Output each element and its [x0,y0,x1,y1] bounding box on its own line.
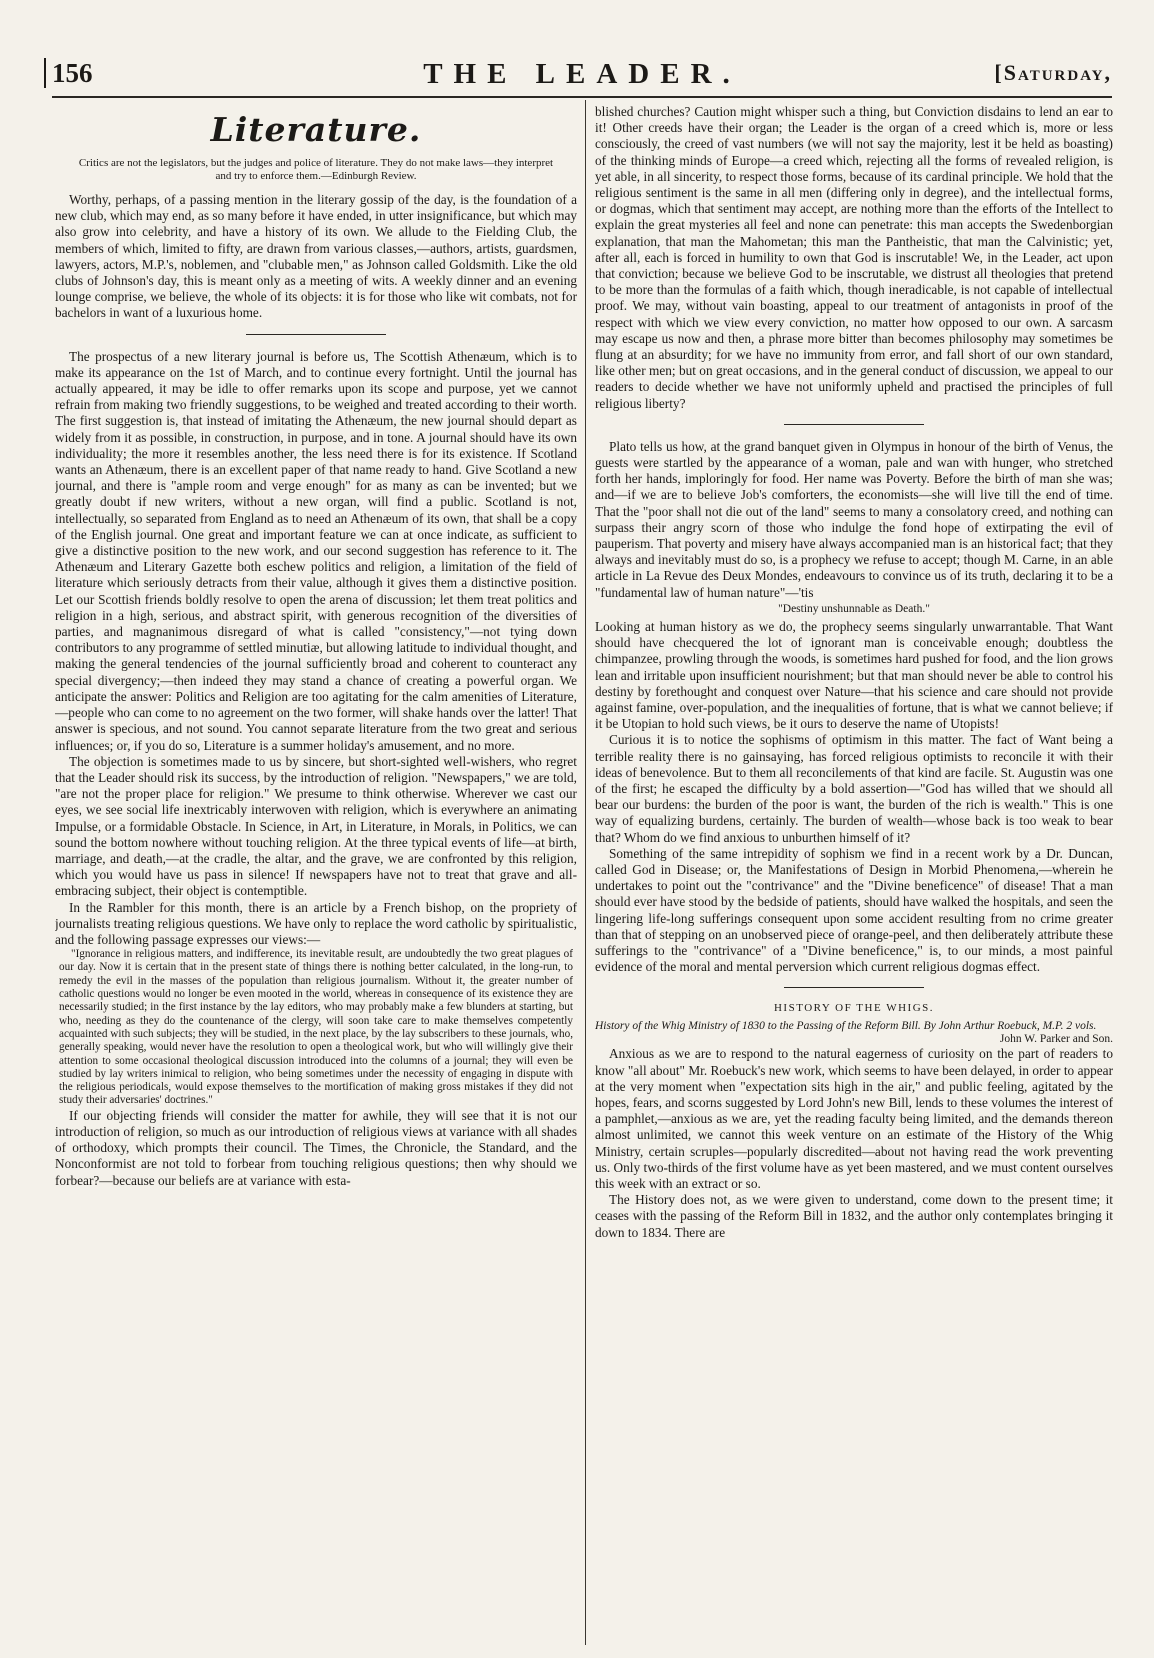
paragraph-history-scope: The History does not, as we were given to understand, come down to the present time; it ceases with the passing of the Reform Bill in 1832, and the author only contemplates bringing it down to 1834. There are [595,1192,1113,1240]
paragraph-god-in-disease: Something of the same intrepidity of sophism we find in a recent work by a Dr. Duncan, called God in Disease; or, the Manifestations of Design in Morbid Phenomena,—wherein he undertakes to point out the "contrivance" and the "Divine beneficence" of disease! That a man should ever have stood by the bedside of patients, should have walked the hospitals, and seen the lingering life-long sufferings consequent upon some accident resulting from no crime greater than that of stepping on an unobserved piece of orange-peel, and then deliberately attribute these sufferings to the "contrivance" of a "Divine beneficence," is, to our minds, a most painful evidence of the moral and mental perversion which current religious dogmas effect. [595,845,1113,975]
separator-rule [246,334,386,335]
review-heading: HISTORY OF THE WHIGS. [773,1002,935,1015]
section-title: Literature. [210,110,422,149]
book-title: History of the Whig Ministry of 1830 to the Passing of the Reform Bill. By John Arthur Roebuck, M.P. 2 vols. [595,1020,1097,1033]
paragraph-optimism: Curious it is to notice the sophisms of optimism in this matter. The fact of Want being a terrible reality there is no gainsaying, has forced religious optimists to reconcile it with their ideas of benevolence. But to them all reconcilements of that kind are facile. St. Augustin was one of the first; he escaped the difficulty by a bold assertion—"God has willed that we should all bear our burdens: the burden of the poor is want, the burden of the rich is wealth." This is one way of equalizing burdens, certainly. The burden of wealth—whose back is too weak to bear that? Whom do we find anxious to unburthen himself of it? [595,732,1113,845]
book-citation [595,1020,1113,1046]
paragraph-objecting-friends: If our objecting friends will consider the matter for awhile, they will see that it is not our introduction of religion, so much as our introduction of religious views at variance with all shades of orthodoxy, which prompts their council. The Times, the Chronicle, the Standard, and the Nonconformist are not told to forbear from touching religious questions; then why should we forbear?—because our beliefs are at variance with esta- [55,1107,577,1188]
book-publisher: John W. Parker and Son. [999,1033,1113,1046]
masthead [52,58,1112,90]
paragraph-established-churches: blished churches? Caution might whisper such a thing, but Conviction disdains to lend an ear to it! Other creeds have their organ; the Leader is the organ of a creed which is, more or less consciously, the creed of vast numbers (we will not say the majority, lest it be held as boasting) of the thinking minds of Europe—a creed which, rejecting all the forms of revealed religion, is yet able, in all sincerity, to respect those forms, because of its cardinal principle. We hold that the religious sentiment is the same in all men (differing only in degree), and the intellectual forms, or dogmas, which that sentiment may accept, are nothing more than the efforts of the Intellect to explain the great mysteries all feel and none can penetrate: this man accepts the Swedenborgian explanation, that man the Mahometan; this man the Pantheistic, that man the Calvinistic; yet, after all, each is forced in humility to own that God is inscrutable! We, in the Leader, act upon that conviction; because we believe God to be inscrutable, we distrust all theologies that pretend to be more than the formulas of a faith which, though ineradicable, is not capable of intellectual proof. We may, without vain boasting, appeal to our treatment of antagonists in proof of the respect with which we view every conviction, no matter how opposed to our own. A sarcasm may escape us now and then, a phrase more bitter than becomes philosophy may sometimes be flung at an absurdity; for we have no immunity from error, and fall short of our own standard, like other men; but on great occasions, and in the general conduct of discussion, we appeal to our readers to decide whether we have not uniformly upheld and practised the principles of full religious liberty? [595,104,1113,411]
epigraph: Critics are not the legislators, but the judges and police of literature. They do not make laws—they interpret and try to enforce them.—Edinburgh Review. [78,157,554,182]
article-plato-poverty: Plato tells us how, at the grand banquet given in Olympus in honour of the birth of Venus, the guests were startled by the appearance of a woman, pale and wan with hunger, who stretched forth her hands, imploringly for food. Her name was Poverty. Before the birth of man she was; and—if we are to believe Job's comforters, the economists—she will live till the end of time. That the "poor shall not die out of the land" seems to many a consolatory creed, and nothing can surpass their angry scorn of those who indulge the fond hope of extirpating the evil of pauperism. That poverty and misery have always accompanied man is an historical fact; that they always and inevitably must do so, is a prophecy we refuse to accept; though M. Carne, in an able article in La Revue des Deux Mondes, endeavours to convince us of its truth, declaring it to be a "fundamental law of human nature"—'tis [595,438,1113,600]
poem-line: "Destiny unshunnable as Death." [778,602,930,615]
separator-rule [784,987,924,988]
paragraph-religion-objection: The objection is sometimes made to us by sincere, but short-sighted well-wishers, who regret that the Leader should risk its success, by the introduction of religion. "Newspapers," we are told, "are not the proper place for religion." We presume to think otherwise. Wherever we cast our eyes, we see social life inextricably interwoven with religion, which is everywhere an animating Impulse, or a formidable Obstacle. In Science, in Art, in Literature, in Morals, in Politics, we can sound the bottom nowhere without touching religion. At the three typical events of life—at birth, marriage, and death,—at the cradle, the altar, and the grave, we are confronted by this religion, which you would have us pass in silence! If newspapers have not to treat that grave and all-embracing subject, their object is contemptible. [55,753,577,899]
article-fielding-club: Worthy, perhaps, of a passing mention in the literary gossip of the day, is the foundation of a new club, which may end, as so many before it have ended, in utter insignificance, but which may also grow into celebrity, and have a history of its own. We allude to the Fielding Club, the members of which, limited to fifty, are drawn from various classes,—authors, artists, guardsmen, lawyers, actors, M.P.'s, noblemen, and "clubable men," as Johnson called Goldsmith. Like the old clubs of Johnson's day, this is meant only as a meeting of wits. A weekly dinner and an evening lounge comprise, we believe, the whole of its objects: it is for those who like wit combats, not for bachelors in want of a luxurious home. [55,192,577,321]
paragraph-rambler: In the Rambler for this month, there is an article by a French bishop, on the propriety of journalists treating religious questions. We have only to replace the word catholic by spiritualistic, and the following passage expresses our views:— [55,899,577,947]
left-column [55,104,577,1644]
masthead-day: [Saturday, [994,60,1112,85]
masthead-rule [52,96,1112,98]
right-column [595,104,1113,1644]
newspaper-title: THE LEADER. [423,58,741,90]
paragraph-roebuck-review: Anxious as we are to respond to the natural eagerness of curiosity on the part of readers to know "all about" Mr. Roebuck's new work, which seems to have been delayed, in order to appear at the very moment when "expectation sits high in the air," and public feeling, agitated by the hopes, fears, and scorns suggested by Lord John's new Bill, lends to these volumes the interest of a pamphlet,—anxious as we are, yet the reading faculty being limited, and the demands thereon almost unlimited, we cannot this week venture on an estimate of the History of the Whig Ministry, certain scruples—popularly discredited—about not having read the work preventing us. Only two-thirds of the first volume have as yet been mastered, and we must content ourselves this week with an extract or so. [595,1046,1113,1191]
masthead-bar [44,58,46,88]
paragraph-human-history: Looking at human history as we do, the prophecy seems singularly unwarrantable. That Want should have checquered the lot of ignorant man is conceivable enough; doubtless the chimpanzee, prowling through the woods, is sometimes hard pushed for food, and the lion grows lean and irritable upon insufficient nourishment; but that man should never be able to control his destiny by forethought and conquest over Nature—that his science and care should not provide against famine, over-population, and the inequalities of fortune, that is what we cannot believe; if it be Utopian to hold such views, be it ours to deserve the name of Utopists! [595,618,1113,732]
article-scottish-athenaeum: The prospectus of a new literary journal is before us, The Scottish Athenæum, which is to make its appearance on the 1st of March, and to continue every fortnight. Until the journal has actually appeared, it may be idle to offer remarks upon its scope and purpose, yet we cannot refrain from making two friendly suggestions, to be weighed and treated according to their worth. The first suggestion is, that instead of imitating the Athenæum, the new journal should depart as widely from it as possible, in construction, in purpose, and in tone. A journal should have its own individuality; the more it resembles another, the less need there is for its existence. If Scotland wants an Athenæum, there is an excellent paper of that name ready to hand. Give Scotland a new journal, and there is "ample room and verge enough" for as many as can be invented; but we greatly doubt if new writers, without a new organ, will find a public. Scotland is not, intellectually, so separated from England as to need an Athenæum of its own, that shall be a copy of the English journal. One great and important feature we can at once indicate, as sufficient to give a distinctive position to the new work, and our second suggestion has reference to it. The Athenæum and Literary Gazette both eschew politics and religion, a limitation of the field of literature which seriously detracts from their value, although it gives them a distinctive position. Let our Scottish friends boldly resolve to open the arena of discussion; let them treat politics and religion in a high, serious, and abstract spirit, with generous recognition of the diversities of parties, and magnanimous disregard of what is called "consistency,"—not tying down contributors to any programme of settled minutiæ, but allowing latitude to individual thought, and making the general tendencies of the journal sufficiently broad and coherent to counteract any special divergency;—then indeed they may stand a chance of creating a powerful organ. We anticipate the answer: Politics and Religion are too agitating for the calm amenities of Literature,—people who can come to no agreement on the two former, will shake hands over the latter! That answer is specious, and not sound. You cannot separate literature from the two great and serious influences; or, if you do so, Literature is a summer holiday's amusement, and no more. [55,348,577,753]
column-divider [585,100,586,1645]
block-quote-bishop: "Ignorance in religious matters, and indifference, its inevitable result, are undoubtedly the two great plagues of our day. Now it is certain that in the present state of things there is nothing better calculated, in the long-run, to remedy the evil in the masses of the population than religious journalism. Without it, the greater number of catholic questions would no longer be even mooted in the world, whereas in consequence of its existence they are necessarily studied; in the first instance by the lay editors, who may probably make a few blunders at starting, but who, needing as they do the countenance of the clergy, will soon take care to make themselves competently acquainted with such subjects; they will be studied, in the next place, by the lay subscribers to these journals, who, generally speaking, would never have the resolution to open a theological work, but who will willingly give their attention to some occasional theological discussion introduced into the columns of a journal; they will even be studied by lay writers inimical to religion, who being sometimes under the necessity of engaging in dispute with the religious periodicals, would expose themselves to the mortification of making gross mistakes if they did not study their adversaries' doctrines." [59,948,573,1107]
separator-rule [784,424,924,425]
page-number: 156 [52,58,93,88]
